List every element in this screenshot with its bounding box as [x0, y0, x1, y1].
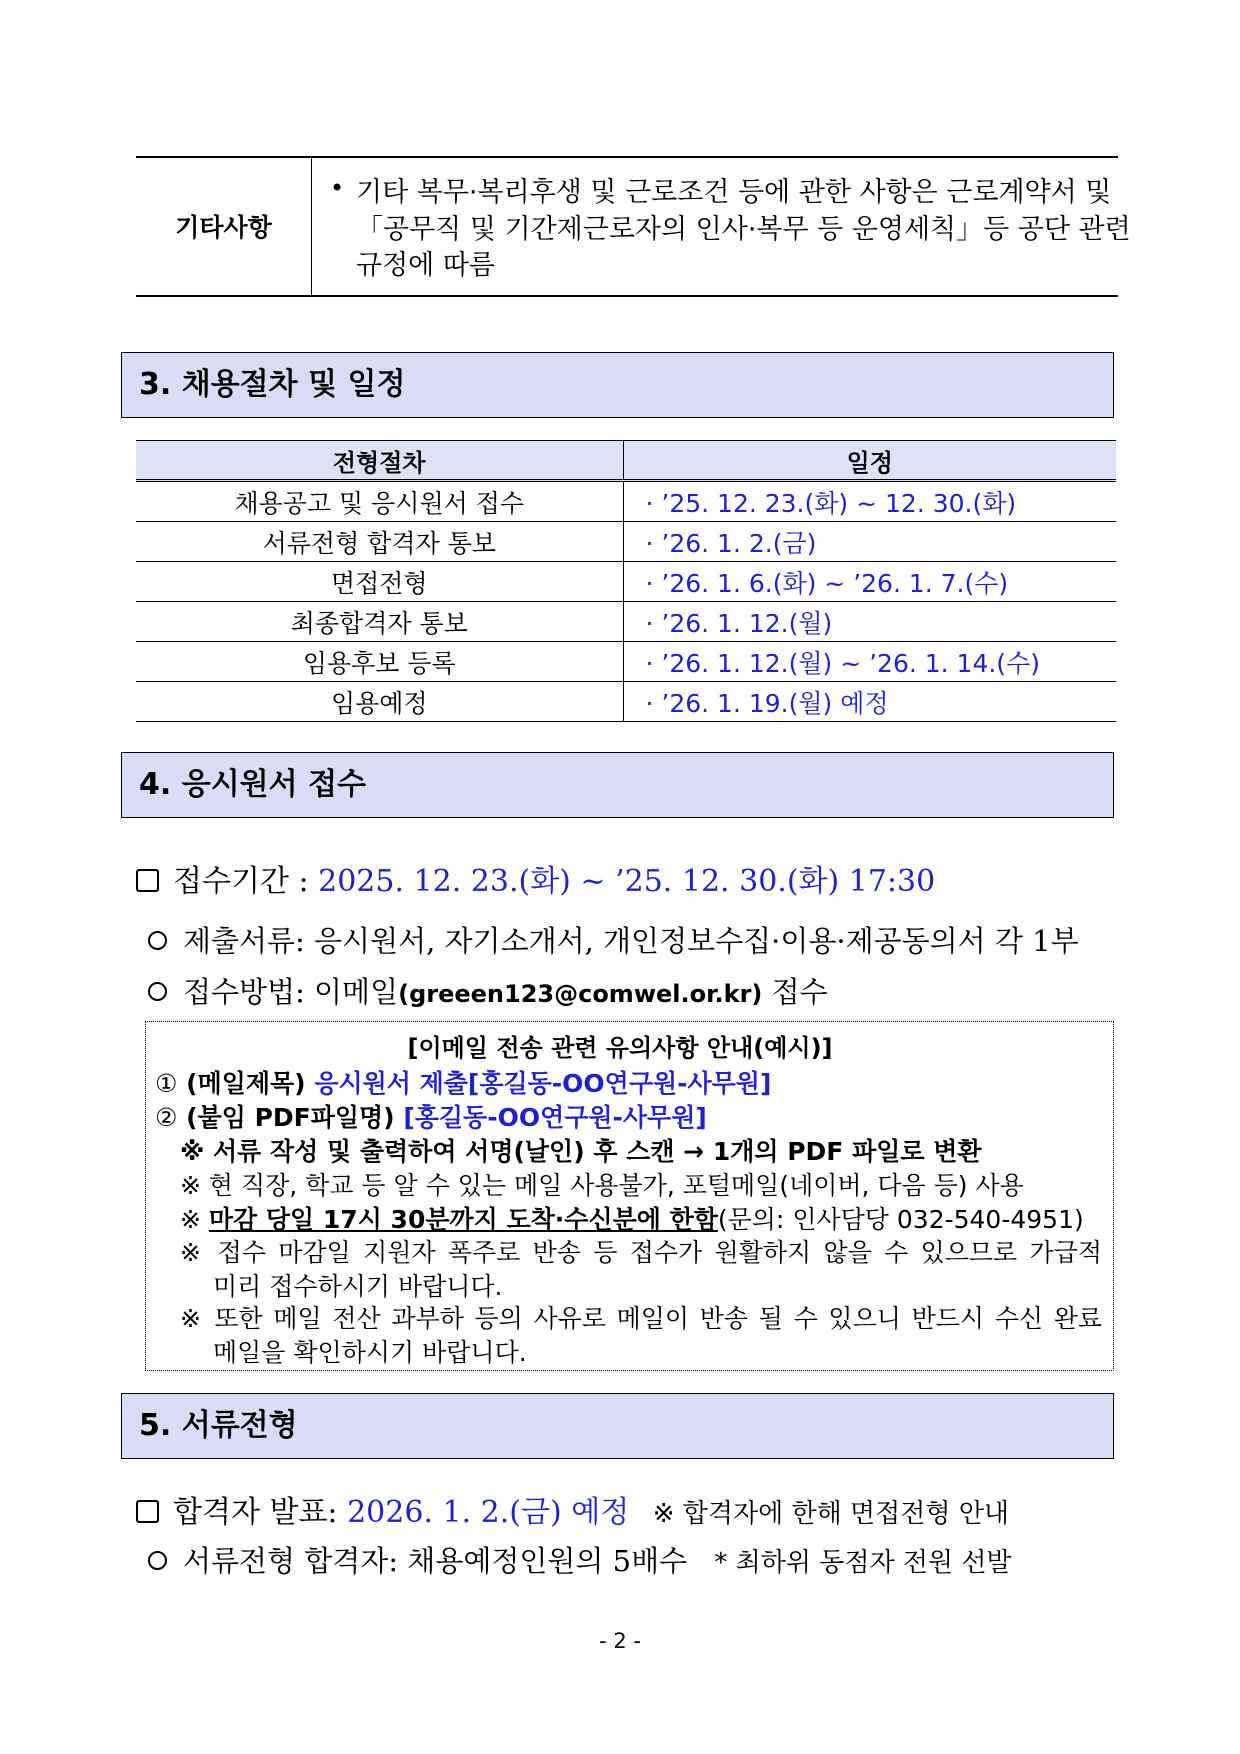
- step-cell: 면접전형: [136, 562, 623, 602]
- docs-text: 제출서류: 응시원서, 자기소개서, 개인정보수집·이용·제공동의서 각 1부: [183, 924, 1079, 958]
- period-line: [136, 856, 935, 900]
- section-5-title: 5. 서류전형: [139, 1408, 298, 1443]
- note3-contact: (문의: 인사담당 032-540-4951): [717, 1205, 1084, 1234]
- circle-bullet-icon: [148, 931, 167, 950]
- section-5-header: [121, 1393, 1114, 1459]
- notice-note-2: ※ 현 직장, 학교 등 알 수 있는 메일 사용불가, 포털메일(네이버, 다음 등) 사용: [180, 1171, 1024, 1200]
- notice-item-2: [155, 1098, 707, 1134]
- item1-number: ①: [155, 1069, 178, 1098]
- method-prefix: 접수방법: 이메일: [183, 975, 399, 1009]
- schedule-header-row: [136, 441, 1116, 481]
- bullet-icon: •: [330, 174, 345, 202]
- section-3-title: 3. 채용절차 및 일정: [139, 367, 406, 402]
- item2-number: ②: [155, 1103, 178, 1132]
- page-number: - 2 -: [599, 1629, 641, 1653]
- etc-line-1: 기타 복무·복리후생 및 근로조건 등에 관한 사항은 근로계약서 및: [356, 177, 1112, 208]
- date-cell: · ’26. 1. 6.(화) ~ ’26. 1. 7.(수): [623, 562, 1116, 602]
- email-address: (greeen123@comwel.or.kr): [398, 980, 763, 1008]
- checkbox-square-icon: [136, 869, 159, 892]
- etc-line-2: 「공무직 및 기간제근로자의 인사·복무 등 운영세칙」등 공단 관련: [356, 214, 1131, 245]
- notice-note-4-line-2: 미리 접수하시기 바랍니다.: [213, 1272, 503, 1301]
- item2-value: [홍길동-OO연구원-사무원]: [403, 1103, 707, 1132]
- period-value: 2025. 12. 23.(화) ~ ’25. 12. 30.(화) 17:30: [318, 864, 936, 899]
- date-cell: · ’26. 1. 12.(월) ~ ’26. 1. 14.(수): [623, 642, 1116, 682]
- pass-text: 서류전형 합격자: 채용예정인원의 5배수: [183, 1544, 688, 1578]
- item2-label: (붙임 PDF파일명): [186, 1103, 395, 1132]
- checkbox-square-icon: [136, 1500, 159, 1523]
- pass-note: * 최하위 동점자 전원 선발: [714, 1548, 1012, 1578]
- schedule-table: [136, 440, 1116, 722]
- notice-note-5-line-2: 메일을 확인하시기 바랍니다.: [213, 1338, 527, 1367]
- table-row: [136, 522, 1116, 562]
- section-3-header: [121, 352, 1114, 418]
- pass-line: [148, 1539, 1012, 1580]
- notice-note-5-line-1: ※ 또한 메일 전산 과부하 등의 사유로 메일이 반송 될 수 있으니 반드시 수신 완료: [180, 1304, 1102, 1333]
- note3-deadline: 마감 당일 17시 30분까지 도착·수신분에 한함: [208, 1205, 718, 1234]
- etc-label: 기타사항: [175, 213, 272, 242]
- announce-line: [136, 1487, 1009, 1531]
- notice-note-1: ※ 서류 작성 및 출력하여 서명(날인) 후 스캔 → 1개의 PDF 파일로 변환: [180, 1137, 982, 1166]
- etc-table-divider: [311, 156, 312, 296]
- step-cell: 최종합격자 통보: [136, 602, 623, 642]
- table-row: [136, 562, 1116, 602]
- item1-label: (메일제목): [186, 1069, 306, 1098]
- table-row: [136, 642, 1116, 682]
- notice-title: [이메일 전송 관련 유의사항 안내(예시)]: [407, 1034, 833, 1062]
- method-line: [148, 970, 828, 1011]
- step-cell: 임용후보 등록: [136, 642, 623, 682]
- step-cell: 채용공고 및 응시원서 접수: [136, 481, 623, 522]
- notice-item-1: [155, 1064, 771, 1100]
- period-label: 접수기간 :: [173, 864, 309, 899]
- step-cell: 임용예정: [136, 682, 623, 722]
- header-step: 전형절차: [136, 441, 623, 481]
- section-4-header: [121, 752, 1114, 818]
- circle-bullet-icon: [148, 982, 167, 1001]
- notice-note-3: [180, 1200, 1084, 1236]
- announce-note: ※ 합격자에 한해 면접전형 안내: [652, 1499, 1009, 1529]
- item1-value: 응시원서 제출[홍길동-OO연구원-사무원]: [314, 1069, 772, 1098]
- table-row: [136, 602, 1116, 642]
- step-cell: 서류전형 합격자 통보: [136, 522, 623, 562]
- method-suffix: 접수: [771, 975, 828, 1009]
- date-cell: · ’26. 1. 19.(월) 예정: [623, 682, 1116, 722]
- date-cell: · ’26. 1. 2.(금): [623, 522, 1116, 562]
- note3-mark: ※: [180, 1205, 201, 1234]
- etc-line-3: 규정에 따름: [356, 250, 495, 281]
- section-4-title: 4. 응시원서 접수: [139, 767, 367, 802]
- date-cell: · ’25. 12. 23.(화) ~ 12. 30.(화): [623, 481, 1116, 522]
- announce-label: 합격자 발표:: [173, 1495, 338, 1530]
- announce-value: 2026. 1. 2.(금) 예정: [347, 1495, 630, 1530]
- table-row: [136, 682, 1116, 722]
- notice-note-4-line-1: ※ 접수 마감일 지원자 폭주로 반송 등 접수가 원활하지 않을 수 있으므로 가급적: [180, 1238, 1102, 1267]
- header-date: 일정: [623, 441, 1116, 481]
- docs-line: [148, 919, 1079, 960]
- circle-bullet-icon: [148, 1551, 167, 1570]
- table-row: [136, 481, 1116, 522]
- date-cell: · ’26. 1. 12.(월): [623, 602, 1116, 642]
